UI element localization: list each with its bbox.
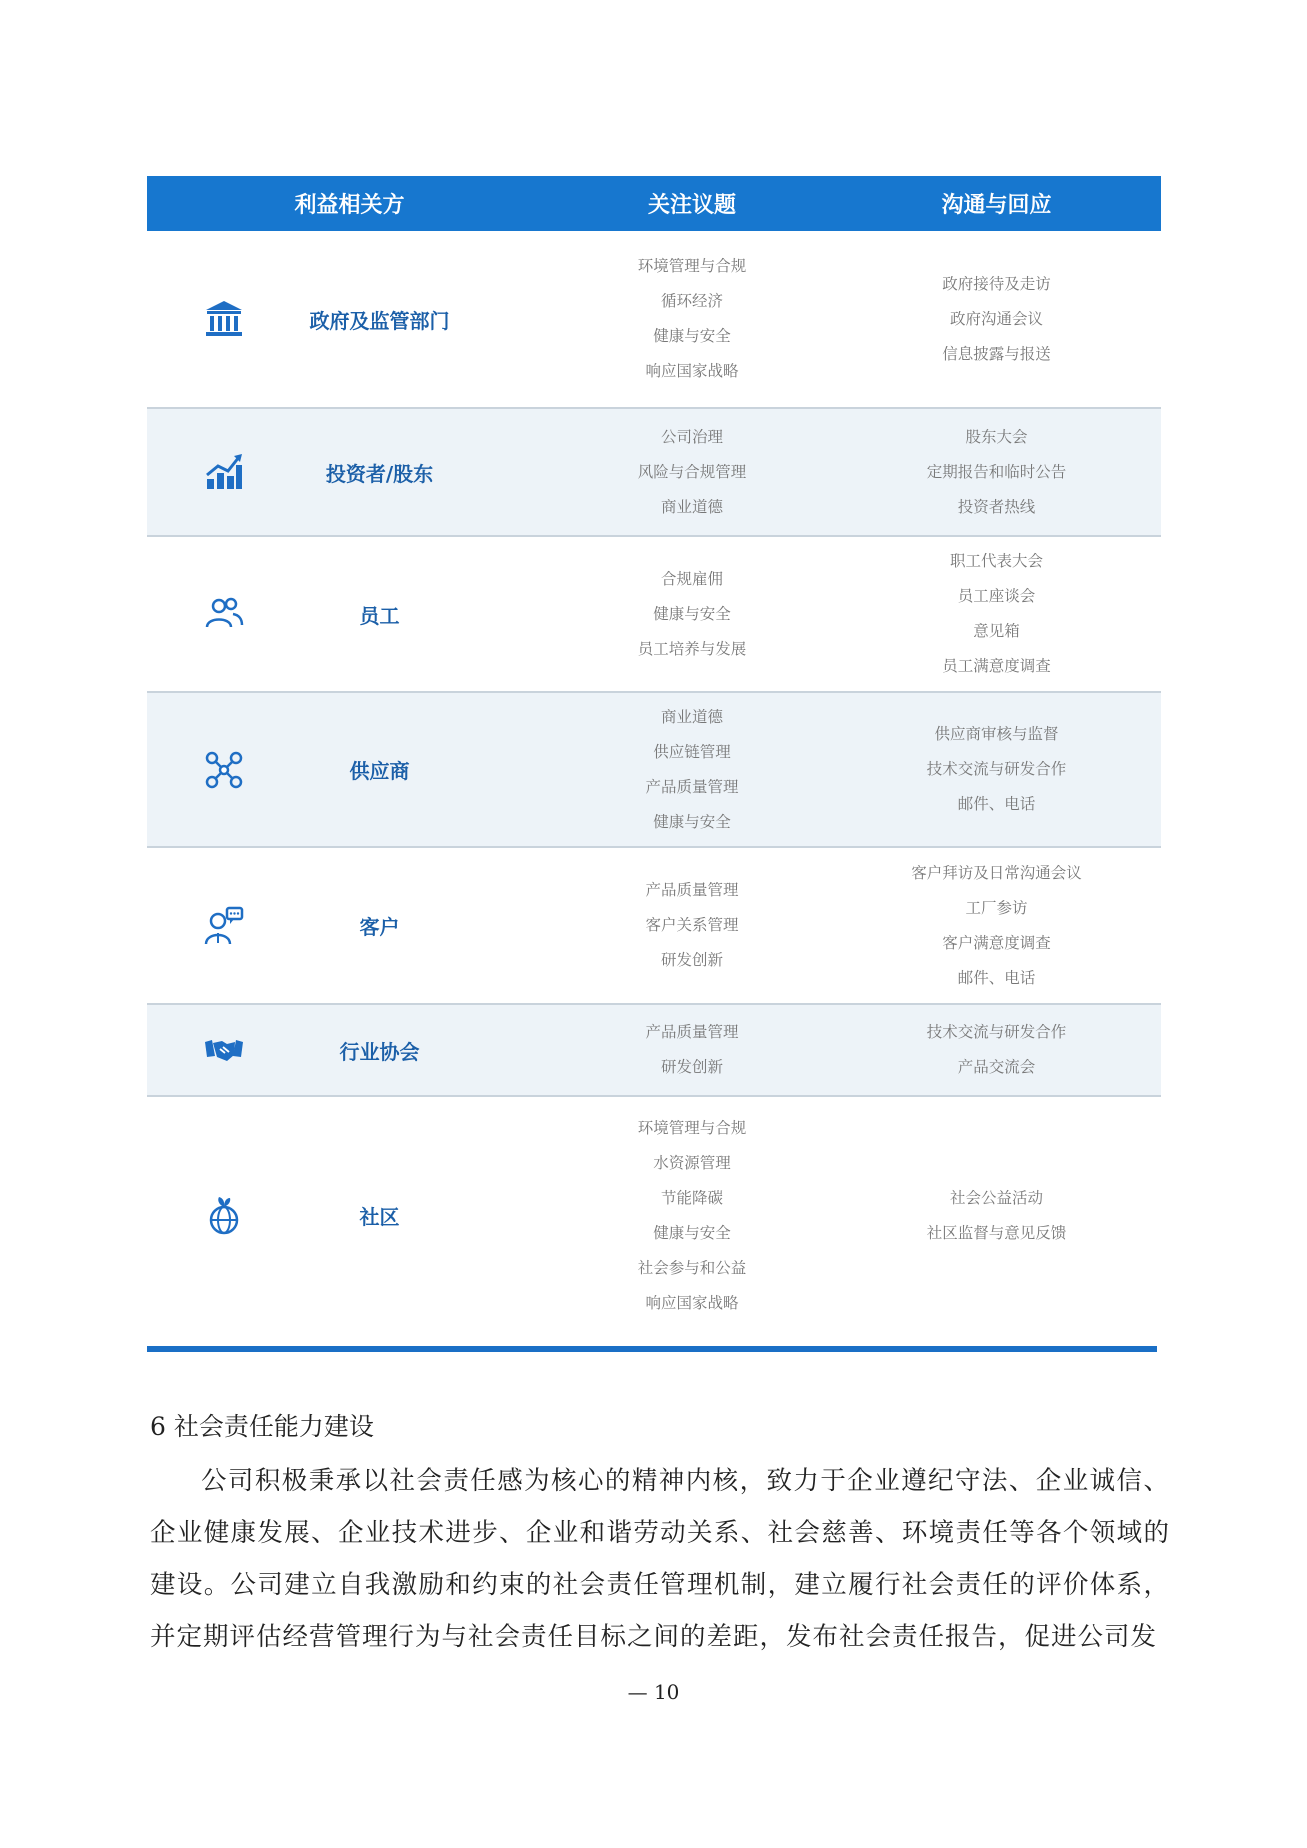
body-paragraph: 公司积极秉承以社会责任感为核心的精神内核，致力于企业遵纪守法、企业诚信、企业健康发展、企业技术进步、企业和谐劳动关系、社会慈善、环境责任等各个领域的建设。公司建立自我激励和约束的社会责任管理机制，建立履行社会责任的评价体系，并定期评估经营管理行为与社会责任目标之间的差距，发布社会责任报告，促进公司发 <box>150 1466 1170 1652</box>
government-building-icon <box>201 296 247 342</box>
people-icon <box>201 591 247 637</box>
network-icon <box>201 747 247 793</box>
topics-list <box>552 873 832 978</box>
page-number: — 10 <box>627 1680 680 1704</box>
response-item: 工厂参访 <box>965 898 1028 917</box>
topic-item: 社会参与和公益 <box>637 1258 747 1277</box>
header-stakeholder: 利益相关方 <box>294 193 405 218</box>
stakeholder-name: 员工 <box>359 603 400 628</box>
response-item: 员工座谈会 <box>957 587 1036 605</box>
response-item: 客户满意度调查 <box>942 933 1051 952</box>
response-item: 股东大会 <box>965 427 1028 446</box>
stakeholder-name: 政府及监管部门 <box>309 308 450 333</box>
topic-item: 节能降碳 <box>660 1188 723 1207</box>
response-item: 职工代表大会 <box>949 552 1043 570</box>
topic-item: 响应国家战略 <box>645 362 739 380</box>
topic-item: 环境管理与合规 <box>637 1118 747 1137</box>
header-topics: 关注议题 <box>647 193 736 218</box>
section-heading: 6 社会责任能力建设 <box>150 1412 374 1441</box>
responses-list <box>832 267 1161 372</box>
responses-list <box>832 717 1161 822</box>
responses-list <box>832 420 1161 525</box>
response-item: 供应商审核与监督 <box>934 725 1059 743</box>
response-item: 客户拜访及日常沟通会议 <box>911 863 1082 882</box>
response-item: 定期报告和临时公告 <box>926 462 1067 481</box>
topic-item: 风险与合规管理 <box>637 462 747 481</box>
topic-item: 环境管理与合规 <box>637 257 747 275</box>
stakeholder-name: 社区 <box>359 1205 400 1229</box>
topic-item: 员工培养与发展 <box>637 639 747 658</box>
topic-item: 健康与安全 <box>653 812 731 831</box>
table-row-investors <box>147 409 1161 537</box>
response-item: 邮件、电话 <box>957 968 1036 987</box>
table-header <box>147 176 1161 231</box>
topic-item: 响应国家战略 <box>645 1293 739 1312</box>
stakeholder-name: 供应商 <box>349 759 410 783</box>
growth-chart-icon <box>201 449 247 495</box>
topics-list <box>552 249 832 389</box>
table-row-community <box>147 1097 1161 1334</box>
responses-list <box>832 1181 1161 1251</box>
response-item: 意见箱 <box>973 622 1020 640</box>
topics-list <box>552 562 832 667</box>
stakeholder-table <box>147 176 1161 1352</box>
topic-item: 研发创新 <box>660 951 723 969</box>
table-row-employees <box>147 537 1161 693</box>
table-row-government <box>147 231 1161 409</box>
topic-item: 健康与安全 <box>653 1223 731 1242</box>
response-item: 员工满意度调查 <box>942 657 1051 675</box>
stakeholder-name: 客户 <box>359 915 400 939</box>
response-item: 信息披露与报送 <box>942 344 1051 363</box>
globe-leaf-icon <box>201 1193 247 1239</box>
table-row-suppliers <box>147 693 1161 848</box>
topics-list <box>552 700 832 840</box>
topic-item: 产品质量管理 <box>645 777 739 796</box>
topic-item: 健康与安全 <box>653 604 731 623</box>
topics-list <box>552 1111 832 1321</box>
responses-list <box>832 856 1161 996</box>
topic-item: 供应链管理 <box>653 742 731 761</box>
response-item: 邮件、电话 <box>957 795 1036 813</box>
topic-item: 水资源管理 <box>653 1153 731 1172</box>
topics-list <box>552 1015 832 1085</box>
customer-chat-icon <box>201 903 247 949</box>
response-item: 政府沟通会议 <box>949 309 1043 328</box>
response-item: 技术交流与研发合作 <box>926 1023 1067 1041</box>
handshake-icon <box>201 1027 247 1073</box>
topic-item: 商业道德 <box>660 497 723 516</box>
response-item: 产品交流会 <box>957 1058 1036 1076</box>
response-item: 社区监督与意见反馈 <box>926 1223 1067 1242</box>
stakeholder-name: 投资者/股东 <box>325 461 434 486</box>
topic-item: 合规雇佣 <box>660 569 723 588</box>
responses-list <box>832 1015 1161 1085</box>
header-responses: 沟通与回应 <box>941 193 1052 218</box>
table-row-customers <box>147 848 1161 1005</box>
response-item: 政府接待及走访 <box>942 274 1051 293</box>
response-item: 投资者热线 <box>957 497 1036 516</box>
responses-list <box>832 544 1161 684</box>
table-bottom-rule <box>147 1346 1157 1352</box>
topic-item: 公司治理 <box>660 427 723 446</box>
topic-item: 商业道德 <box>660 707 723 726</box>
topic-item: 健康与安全 <box>653 327 731 345</box>
topic-item: 产品质量管理 <box>645 1023 739 1041</box>
response-item: 社会公益活动 <box>949 1188 1043 1207</box>
stakeholder-name: 行业协会 <box>339 1039 420 1064</box>
table-row-associations <box>147 1005 1161 1097</box>
topic-item: 客户关系管理 <box>645 916 739 934</box>
topic-item: 产品质量管理 <box>645 881 739 899</box>
response-item: 技术交流与研发合作 <box>926 760 1067 778</box>
topic-item: 循环经济 <box>660 292 723 310</box>
topic-item: 研发创新 <box>660 1058 723 1076</box>
topics-list <box>552 420 832 525</box>
